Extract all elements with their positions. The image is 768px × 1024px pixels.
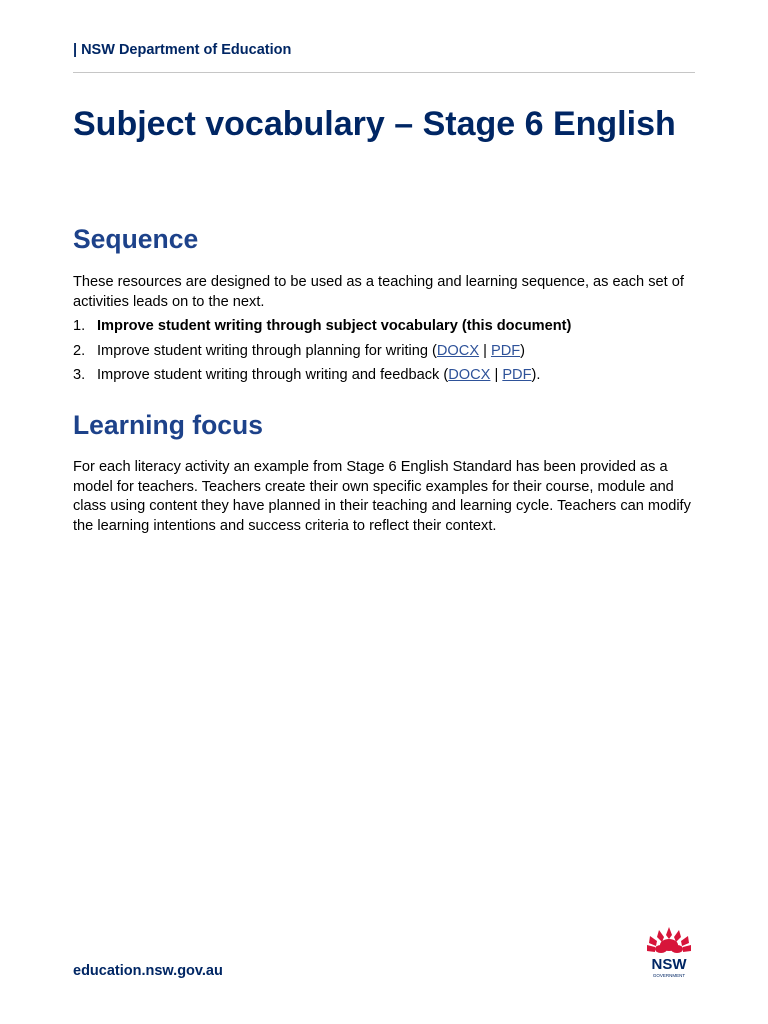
sequence-intro: These resources are designed to be used as a teaching and learning sequence, as each set of activities leads on to the next. xyxy=(73,274,684,310)
page-title: Subject vocabulary – Stage 6 English xyxy=(73,105,676,143)
logo-subtext: GOVERNMENT xyxy=(652,973,686,978)
sequence-heading: Sequence xyxy=(73,224,199,254)
logo-text: NSW xyxy=(651,956,687,973)
list-item-text: Improve student writing through writing and feedback ( xyxy=(97,367,449,383)
list-item xyxy=(73,317,695,342)
docx-link[interactable]: DOCX xyxy=(436,342,480,359)
docx-link[interactable]: DOCX xyxy=(448,367,491,383)
learning-focus-body: For each literacy activity an example from Stage 6 English Standard has been provided as a model for teachers. Teachers create their own specific examples for their course, module and class using content they have planned in their teaching and learning cycle. Teachers can modify the learning intentions and success criteria to reflect their context. xyxy=(73,459,691,534)
list-item xyxy=(73,342,695,367)
list-item-end: ) xyxy=(520,342,526,359)
pdf-link[interactable]: PDF xyxy=(490,342,521,359)
list-item-text: Improve student writing through planning for writing ( xyxy=(97,342,437,359)
list-number: 1. xyxy=(73,318,86,334)
sequence-list xyxy=(73,317,695,391)
link-separator: | xyxy=(479,342,491,359)
waratah-icon xyxy=(641,925,697,981)
header-org: | NSW Department of Education xyxy=(73,42,292,58)
list-item xyxy=(73,366,695,391)
link-separator: | xyxy=(490,367,503,383)
list-number: 2. xyxy=(73,342,86,359)
list-item-end: ). xyxy=(531,367,541,383)
header-divider xyxy=(73,72,695,73)
nsw-government-logo xyxy=(641,925,697,981)
list-item-text: Improve student writing through subject vocabulary (this document) xyxy=(97,318,572,334)
learning-focus-heading: Learning focus xyxy=(73,410,263,440)
pdf-link[interactable]: PDF xyxy=(502,367,532,383)
footer-url: education.nsw.gov.au xyxy=(73,963,223,979)
list-number: 3. xyxy=(73,367,86,383)
